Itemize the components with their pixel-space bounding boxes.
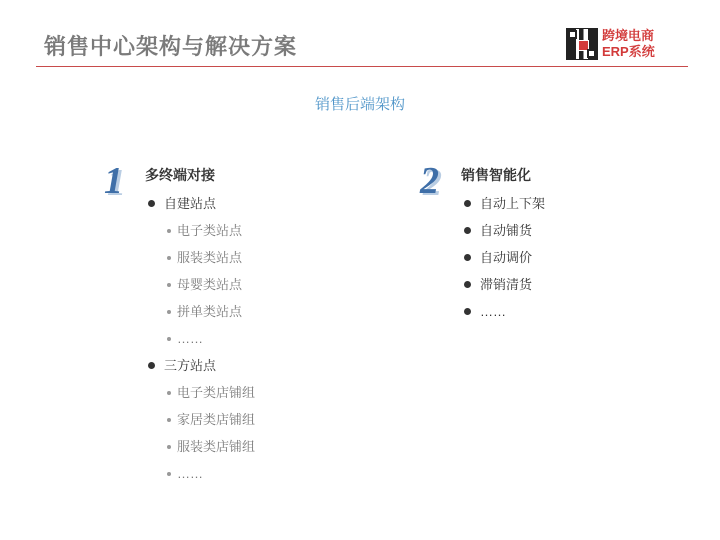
right-list (464, 194, 545, 329)
brand-logo (566, 28, 688, 62)
list-item: 家居类店铺组 (148, 410, 255, 437)
list-item: 自动铺货 (464, 221, 545, 248)
title-divider (36, 66, 688, 67)
list-item: 滞销清货 (464, 275, 545, 302)
list-item: 三方站点 (148, 356, 255, 383)
list-item: 服装类店铺组 (148, 437, 255, 464)
list-item: 自动上下架 (464, 194, 545, 221)
list-item: 自动调价 (464, 248, 545, 275)
left-heading: 多终端对接 (145, 167, 215, 183)
list-item: 服装类站点 (148, 248, 255, 275)
number-badge-2: 2 (420, 160, 439, 202)
list-item: …… (148, 464, 255, 491)
list-item: 电子类店铺组 (148, 383, 255, 410)
section-title: 销售后端架构 (314, 97, 405, 113)
right-heading: 销售智能化 (461, 167, 531, 183)
logo-line-1: 跨境电商 (602, 28, 655, 43)
list-item: …… (464, 302, 545, 329)
list-item: 电子类站点 (148, 221, 255, 248)
list-item: …… (148, 329, 255, 356)
logo-text (602, 28, 688, 60)
list-item: 拼单类站点 (148, 302, 255, 329)
number-badge-1: 1 (104, 160, 123, 202)
slide-title: 销售中心架构与解决方案 (44, 34, 298, 59)
list-item: 母婴类站点 (148, 275, 255, 302)
logo-line-2: ERP系统 (602, 44, 655, 59)
list-item: 自建站点 (148, 194, 255, 221)
qr-code-icon (566, 28, 598, 60)
left-list (148, 194, 255, 491)
